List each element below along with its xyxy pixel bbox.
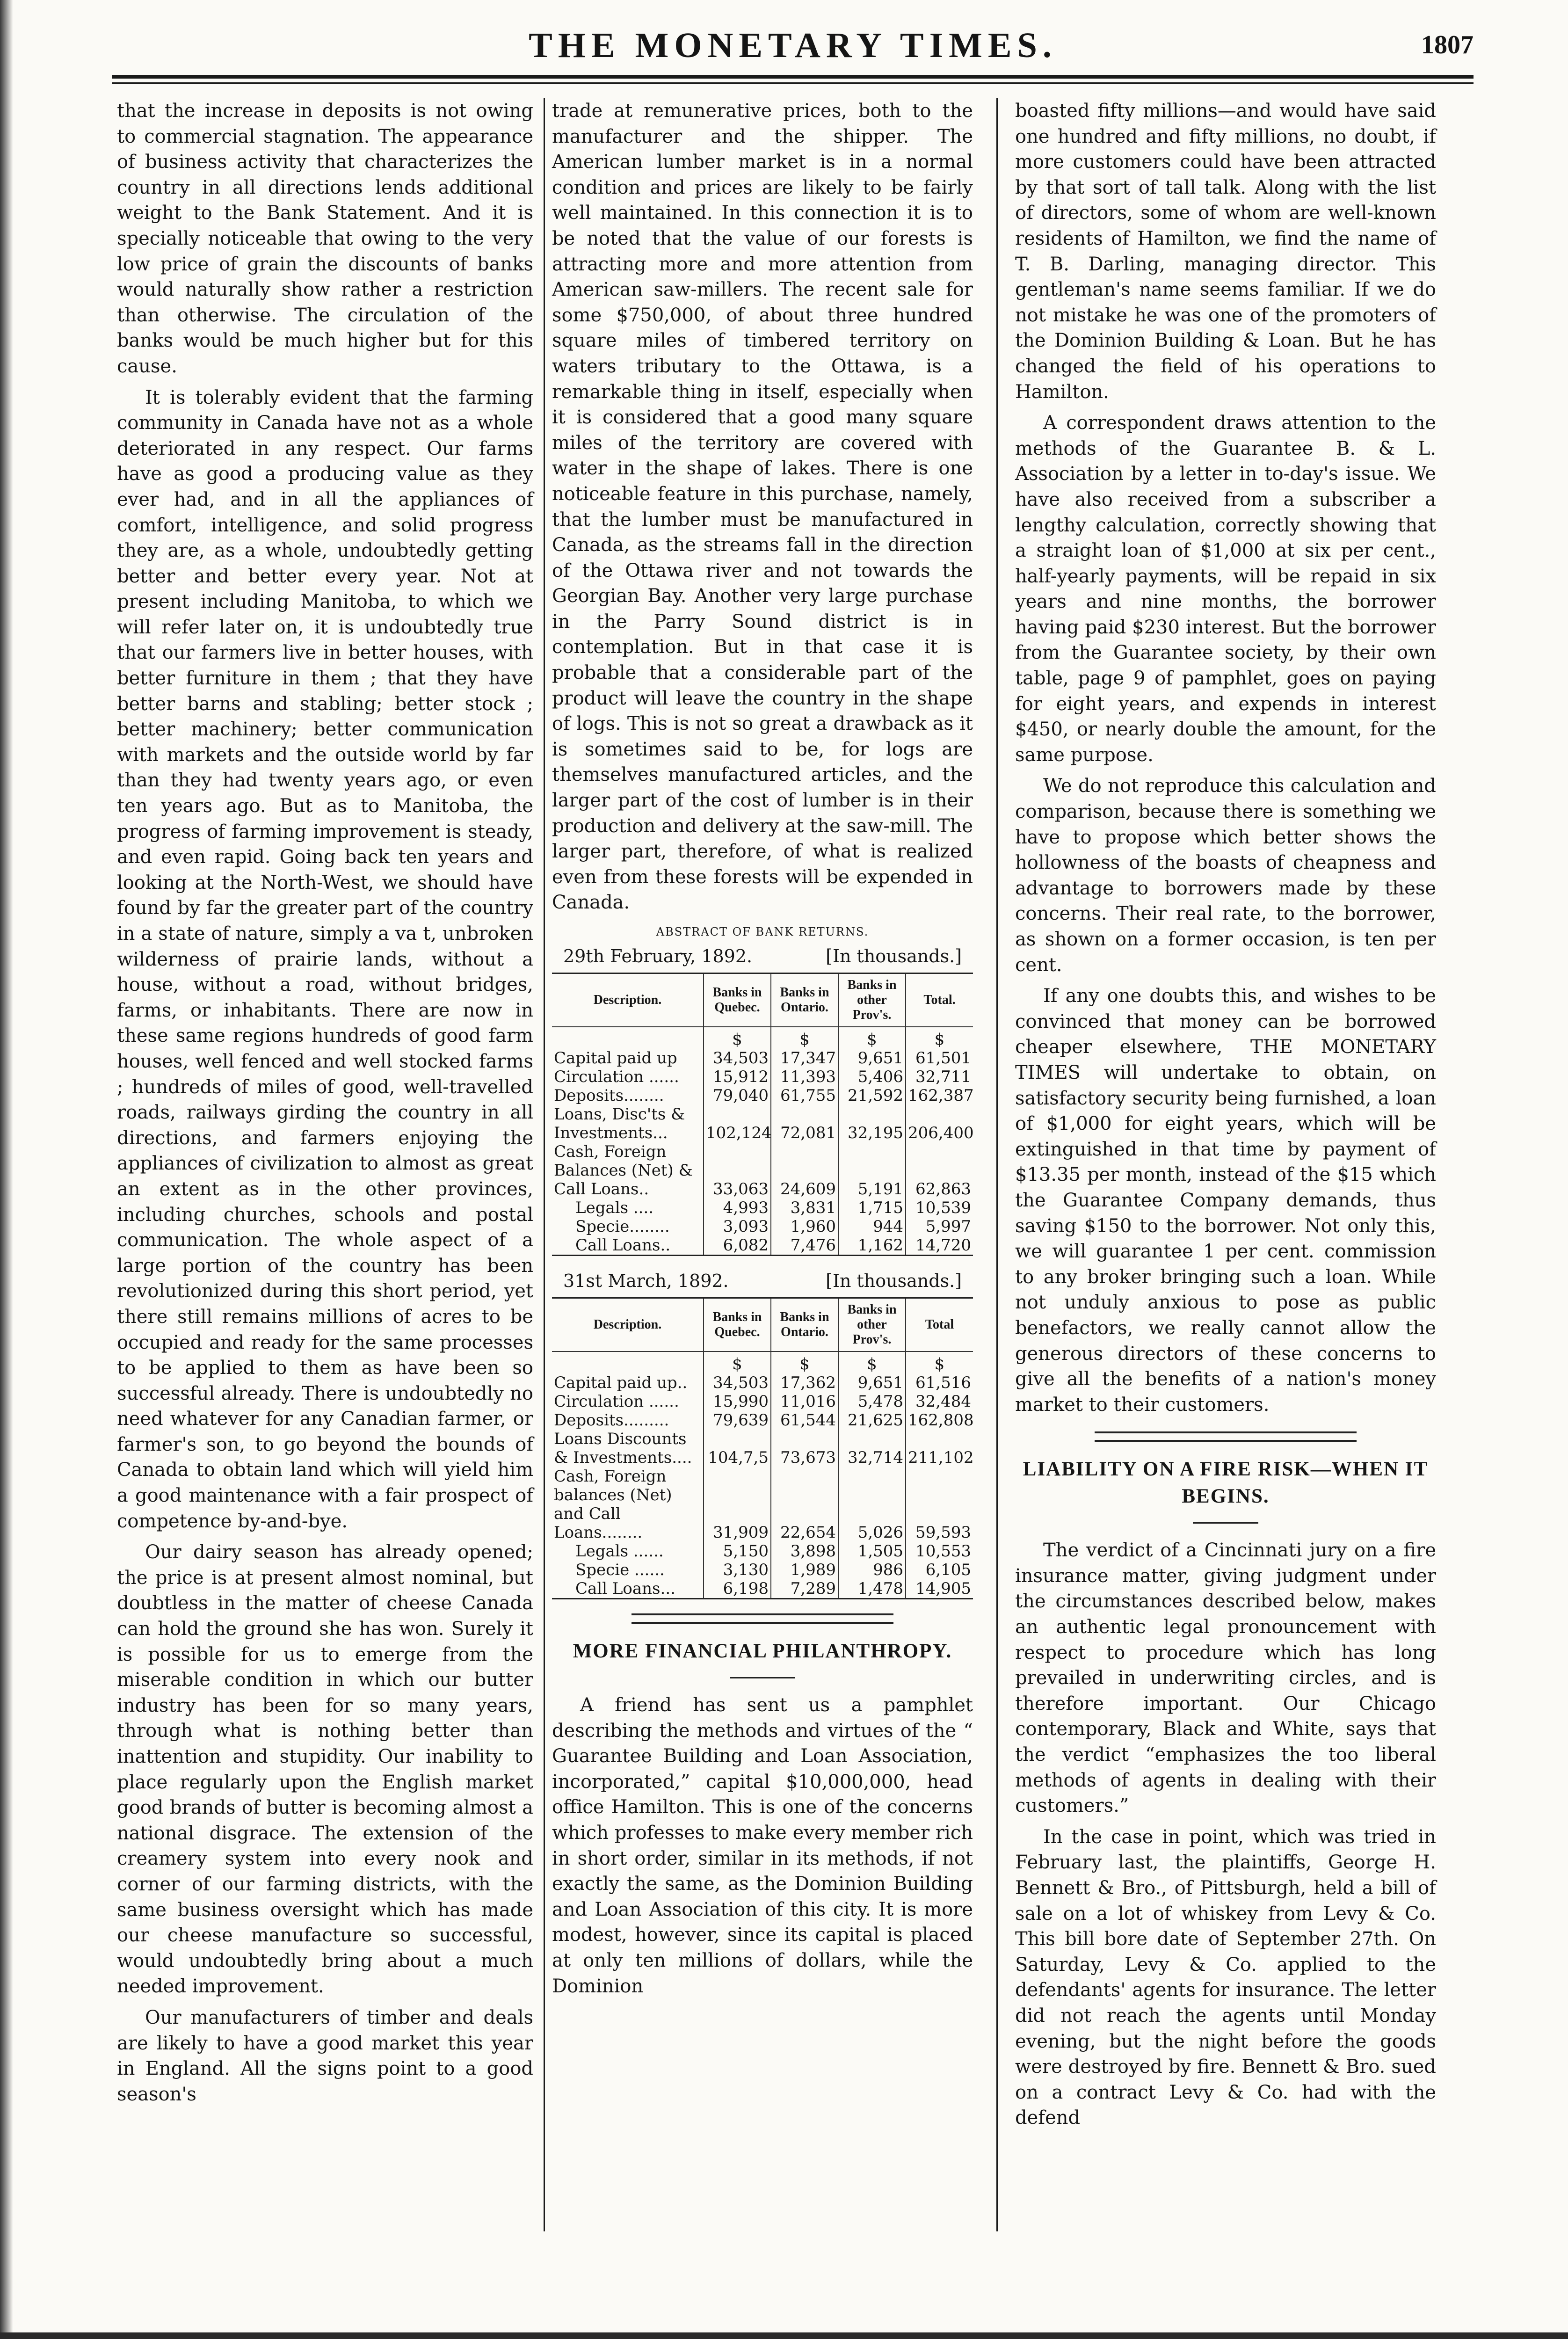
cell: 14,905 xyxy=(906,1579,973,1599)
masthead xyxy=(112,25,1474,72)
paragraph: that the increase in deposits is not owing to commercial stagnation. The appearance of business activity that characterizes the country in all directions lends additional weight to the Bank Statement. And it is specially noticeable that owing to the very low price of grain the discounts of banks would naturally show rather a restriction than otherwise. The circulation of the banks would be much higher but for this cause. xyxy=(117,100,533,377)
table2-unit-note: [In thousands.] xyxy=(826,1271,962,1291)
column-divider-1 xyxy=(544,98,545,2231)
page-number: 1807 xyxy=(1421,30,1474,59)
cell: 5,026 xyxy=(838,1467,906,1542)
table-row xyxy=(552,1467,973,1542)
cell: 10,553 xyxy=(906,1542,973,1561)
cell: 61,755 xyxy=(771,1086,838,1105)
column-header: Total. xyxy=(906,973,973,1027)
cell: 9,651 xyxy=(838,1373,906,1392)
table2-date: 31st March, 1892. xyxy=(563,1271,729,1291)
cell: 3,093 xyxy=(704,1217,771,1236)
cell: 6,105 xyxy=(906,1561,973,1579)
cell: 986 xyxy=(838,1561,906,1579)
row-label: Loans, Disc'ts & Investments... xyxy=(554,1105,685,1142)
column-header: Banks in Quebec. xyxy=(704,1298,771,1352)
cell: 3,898 xyxy=(771,1542,838,1561)
cell: 61,501 xyxy=(906,1049,973,1068)
cell: 31,909 xyxy=(704,1467,771,1542)
cell: 102,124 xyxy=(704,1105,771,1142)
table-row xyxy=(552,1373,973,1392)
column-3 xyxy=(1015,98,1436,2131)
paragraph: In the case in point, which was tried in February last, the plaintiffs, George H. Bennett & Bro., of Pittsburgh, held a bill of sale on a lot of whiskey from Levy & Co. This bill bore date of September 27th. On Saturday, Levy & Co. applied to the defendants' agents for insurance. The letter did not reach the agents until Monday evening, but the night before the goods were destroyed by fire. Bennett & Bro. sued on a contract Levy & Co. had with the defend xyxy=(1015,1826,1436,2129)
column-divider-2 xyxy=(996,98,998,2231)
cell: 34,503 xyxy=(704,1049,771,1068)
section-divider xyxy=(632,1613,893,1624)
table-row xyxy=(552,1542,973,1561)
cell: 11,393 xyxy=(771,1068,838,1086)
table1-unit-note: [In thousands.] xyxy=(826,946,962,966)
table-row xyxy=(552,1217,973,1236)
table-row xyxy=(552,1199,973,1217)
table-row xyxy=(552,1142,973,1199)
row-label: Specie........ xyxy=(575,1217,670,1236)
masthead-rule-thin xyxy=(112,82,1474,84)
cell: 3,130 xyxy=(704,1561,771,1579)
heading-rule xyxy=(730,1677,795,1678)
cell: 17,347 xyxy=(771,1049,838,1068)
cell: 211,102 xyxy=(906,1430,973,1467)
currency-sign: $ xyxy=(838,1351,906,1373)
paragraph: boasted fifty millions—and would have said one hundred and fifty millions, no doubt, if more customers could have been attracted by that sort of tall talk. Along with the list of directors, some of whom are well-known residents of Hamilton, we find the name of T. B. Darling, managing director. This gentleman's name seems familiar. If we do not mistake he was one of the promoters of the Dominion Building & Loan. But he has changed the field of his operations to Hamilton. xyxy=(1015,100,1436,403)
paragraph: The verdict of a Cincinnati jury on a fire insurance matter, giving judgment under the circumstances described below, makes an authentic legal pronouncement with respect to procedure which has long prevailed in underwriting circles, and is therefore important. Our Chicago contemporary, Black and White, says that the verdict “emphasizes the too liberal methods of agents in dealing with their customers.” xyxy=(1015,1540,1436,1817)
cell: 1,989 xyxy=(771,1561,838,1579)
cell: 5,191 xyxy=(838,1142,906,1199)
cell: 72,081 xyxy=(771,1105,838,1142)
paragraph: Our manufacturers of timber and deals are likely to have a good market this year in England. All the signs point to a good season's xyxy=(117,2006,533,2105)
row-label: Circulation ...... xyxy=(554,1392,679,1411)
paragraph: We do not reproduce this calculation and comparison, because there is something we have to propose which better shows the hollowness of the boasts of cheapness and advantage to borrowers made by these concerns. Their real rate, to the borrower, as shown on a former occasion, is ten per cent. xyxy=(1015,775,1436,976)
cell: 79,639 xyxy=(704,1411,771,1430)
cell: 3,831 xyxy=(771,1199,838,1217)
cell: 22,654 xyxy=(771,1467,838,1542)
row-label: Legals .... xyxy=(575,1199,654,1217)
row-label: Cash, Foreign balances (Net) and Call Loans........ xyxy=(554,1467,672,1542)
table-row xyxy=(552,1049,973,1068)
paragraph: If any one doubts this, and wishes to be convinced that money can be borrowed cheaper elsewhere, THE MONETARY TIMES will undertake to obtain, on satisfactory security being furnished, a loan of $1,000 for eight years, which will be extinguished in that time by payment of $13.35 per month, instead of the $15 which the Guarantee Company demands, thus saving $150 to the borrower. Not only this, we will guarantee 1 per cent. commission to any broker bringing such a loan. While not unduly anxious to pose as public benefactors, we really cannot allow the generous directors of these concerns to give all the benefits of a nation's money market to their customers. xyxy=(1015,985,1436,1416)
cell: 1,478 xyxy=(838,1579,906,1599)
cell: 1,715 xyxy=(838,1199,906,1217)
bank-returns-table-february xyxy=(552,973,973,1256)
cell: 59,593 xyxy=(906,1467,973,1542)
paragraph: trade at remunerative prices, both to the manufacturer and the shipper. The American lumber market is in a normal condition and prices are likely to be fairly well maintained. In this connection it is to be noted that the value of our forests is attracting more and more attention from American saw-millers. The recent sale for some $750,000, of about three hundred square miles of timbered territory on waters tributary to the Ottawa, is a remarkable thing in itself, especially when it is considered that a good many square miles of the territory are covered with water in the shape of lakes. There is one noticeable feature in this purchase, namely, that the lumber must be manufactured in Canada, as the streams fall in the direction of the Ottawa river and not towards the Georgian Bay. Another very large purchase in the Parry Sound district is in contemplation. But in that case it is probable that a considerable part of the product will leave the country in the shape of logs. This is not so great a drawback as it is sometimes said to be, for logs are themselves manufactured articles, and the larger part of the cost of lumber is in their production and delivery at the saw-mill. The larger part, therefore, of what is realized even from these forests will be expended in Canada. xyxy=(552,100,973,914)
cell: 5,997 xyxy=(906,1217,973,1236)
scan-edge-shadow xyxy=(0,0,13,2339)
heading-rule xyxy=(1193,1522,1258,1524)
table2-caption xyxy=(563,1269,962,1293)
bank-returns-table-march xyxy=(552,1297,973,1599)
philanthropy-heading: MORE FINANCIAL PHILANTHROPY. xyxy=(573,1640,952,1662)
column-header: Description. xyxy=(552,1298,704,1352)
cell: 33,063 xyxy=(704,1142,771,1199)
column-header: Banks in other Prov's. xyxy=(838,973,906,1027)
cell: 7,476 xyxy=(771,1236,838,1256)
table-row xyxy=(552,1411,973,1430)
cell: 7,289 xyxy=(771,1579,838,1599)
column-header: Banks in Ontario. xyxy=(771,1298,838,1352)
cell: 4,993 xyxy=(704,1199,771,1217)
cell: 206,400 xyxy=(906,1105,973,1142)
cell: 1,505 xyxy=(838,1542,906,1561)
currency-sign: $ xyxy=(771,1027,838,1049)
row-label: Loans Discounts & Investments.... xyxy=(554,1430,692,1467)
cell: 9,651 xyxy=(838,1049,906,1068)
table1-date: 29th February, 1892. xyxy=(563,946,753,966)
cell: 21,592 xyxy=(838,1086,906,1105)
currency-row xyxy=(552,1351,973,1373)
cell: 32,484 xyxy=(906,1392,973,1411)
table-row xyxy=(552,1392,973,1411)
cell: 6,198 xyxy=(704,1579,771,1599)
table-row xyxy=(552,1561,973,1579)
row-label: Call Loans.. xyxy=(575,1236,671,1255)
currency-sign: $ xyxy=(704,1351,771,1373)
cell: 1,960 xyxy=(771,1217,838,1236)
table-row xyxy=(552,1068,973,1086)
column-header: Description. xyxy=(552,973,704,1027)
cell: 79,040 xyxy=(704,1086,771,1105)
column-header: Banks in Quebec. xyxy=(704,973,771,1027)
cell: 17,362 xyxy=(771,1373,838,1392)
cell: 1,162 xyxy=(838,1236,906,1256)
column-1 xyxy=(117,98,533,2107)
cell: 73,673 xyxy=(771,1430,838,1467)
cell: 32,714 xyxy=(838,1430,906,1467)
cell: 11,016 xyxy=(771,1392,838,1411)
column-2 xyxy=(552,98,973,1999)
currency-sign: $ xyxy=(771,1351,838,1373)
table1-caption xyxy=(563,944,962,968)
cell: 21,625 xyxy=(838,1411,906,1430)
column-header: Total xyxy=(906,1298,973,1352)
cell: 15,990 xyxy=(704,1392,771,1411)
table-row xyxy=(552,1086,973,1105)
table-row xyxy=(552,1236,973,1256)
column-header: Banks in Ontario. xyxy=(771,973,838,1027)
currency-sign: $ xyxy=(704,1027,771,1049)
abstract-heading: ABSTRACT OF BANK RETURNS. xyxy=(656,925,869,938)
cell: 15,912 xyxy=(704,1068,771,1086)
cell: 10,539 xyxy=(906,1199,973,1217)
masthead-rule xyxy=(112,75,1474,79)
currency-sign: $ xyxy=(906,1027,973,1049)
cell: 5,478 xyxy=(838,1392,906,1411)
cell: 104,7,5 xyxy=(704,1430,771,1467)
cell: 14,720 xyxy=(906,1236,973,1256)
table-row xyxy=(552,1430,973,1467)
section-divider xyxy=(1095,1431,1357,1442)
currency-sign: $ xyxy=(906,1351,973,1373)
cell: 32,195 xyxy=(838,1105,906,1142)
cell: 162,387 xyxy=(906,1086,973,1105)
paragraph: It is tolerably evident that the farming community in Canada have not as a whole deteriorated in any respect. Our farms have as good a producing value as they ever had, and in all the appliances of comfort, intelligence, and solid progress they are, as a whole, undoubtedly getting better and better every year. Not at present including Manitoba, to which we will refer later on, it is undoubtedly true that our farmers live in better houses, with better furniture in them ; that they have better barns and stabling; better stock ; better machinery; better communication with markets and the outside world by far than they had twenty years ago, or even ten years ago. But as to Manitoba, the progress of farming improvement is steady, and even rapid. Going back ten years and looking at the North-West, we should have found by far the greater part of the country in a state of nature, simply a va t, unbroken wilderness of prairie lands, without a house, without a road, without bridges, farms, or inhabitants. There are now in these same regions hundreds of good farm houses, well fenced and well stocked farms ; hundreds of miles of good, well-travelled roads, railways girding the country in all directions, and farmers enjoying the appliances of civilization to almost as great an extent as in the other provinces, including churches, schools and postal communication. The whole aspect of a large portion of the country has been revolutionized during this short period, yet there still remains millions of acres to be occupied and ready for the same processes to be applied to them as have been so successful already. There is undoubtedly no need whatever for any Canadian farmer, or farmer's son, to go beyond the bounds of Canada to obtain land which will yield him a good maintenance with a fair prospect of competence by-and-bye. xyxy=(117,386,533,1532)
fire-risk-heading: LIABILITY ON A FIRE RISK—WHEN IT BEGINS. xyxy=(1023,1458,1429,1508)
row-label: Capital paid up xyxy=(554,1049,677,1068)
masthead-title: THE MONETARY TIMES. xyxy=(529,26,1057,65)
scan-bottom-shadow xyxy=(0,2332,1568,2339)
currency-sign: $ xyxy=(838,1027,906,1049)
cell: 32,711 xyxy=(906,1068,973,1086)
cell: 34,503 xyxy=(704,1373,771,1392)
cell: 24,609 xyxy=(771,1142,838,1199)
cell: 5,406 xyxy=(838,1068,906,1086)
row-label: Capital paid up.. xyxy=(554,1373,688,1392)
row-label: Call Loans... xyxy=(575,1579,675,1598)
cell: 61,516 xyxy=(906,1373,973,1392)
cell: 6,082 xyxy=(704,1236,771,1256)
table-row xyxy=(552,1105,973,1142)
cell: 61,544 xyxy=(771,1411,838,1430)
column-header: Banks in other Prov's. xyxy=(838,1298,906,1352)
cell: 162,808 xyxy=(906,1411,973,1430)
row-label: Deposits......... xyxy=(554,1411,669,1430)
row-label: Cash, Foreign Balances (Net) & Call Loans.. xyxy=(554,1142,693,1199)
table-row xyxy=(552,1579,973,1599)
row-label: Circulation ...... xyxy=(554,1068,679,1086)
row-label: Legals ...... xyxy=(575,1542,664,1561)
paragraph: A friend has sent us a pamphlet describing the methods and virtues of the “ Guarantee Building and Loan Association, incorporated,” capital $10,000,000, head office Hamilton. This is one of the concerns which professes to make every member rich in short order, similar in its methods, if not exactly the same, as the Dominion Building and Loan Association of this city. It is more modest, however, since its capital is placed at only ten millions of dollars, while the Dominion xyxy=(552,1694,973,1997)
cell: 944 xyxy=(838,1217,906,1236)
cell: 5,150 xyxy=(704,1542,771,1561)
paragraph: Our dairy season has already opened; the price is at present almost nominal, but doubtless in the matter of cheese Canada can hold the ground she has won. Surely it is possible for us to emerge from the miserable condition in which our butter industry has been for so many years, through what is nothing better than inattention and stupidity. Our inability to place regularly upon the English market good brands of butter is becoming almost a national disgrace. The extension of the creamery system into every nook and corner of our farming districts, with the same business oversight which has made our cheese manufacture so successful, would undoubtedly bring about a much needed improvement. xyxy=(117,1541,533,1998)
cell: 62,863 xyxy=(906,1142,973,1199)
row-label: Specie ...... xyxy=(575,1561,665,1579)
currency-row xyxy=(552,1027,973,1049)
row-label: Deposits........ xyxy=(554,1086,664,1105)
paragraph: A correspondent draws attention to the methods of the Guarantee B. & L. Association by a letter in to-day's issue. We have also received from a subscriber a lengthy calculation, correctly showing that a straight loan of $1,000 at six per cent., half-yearly payments, will be repaid in six years and nine months, the borrower having paid $230 interest. But the borrower from the Guarantee society, by their own table, page 9 of pamphlet, goes on paying for eight years, and expends in interest $450, or nearly double the amount, for the same purpose. xyxy=(1015,412,1436,766)
